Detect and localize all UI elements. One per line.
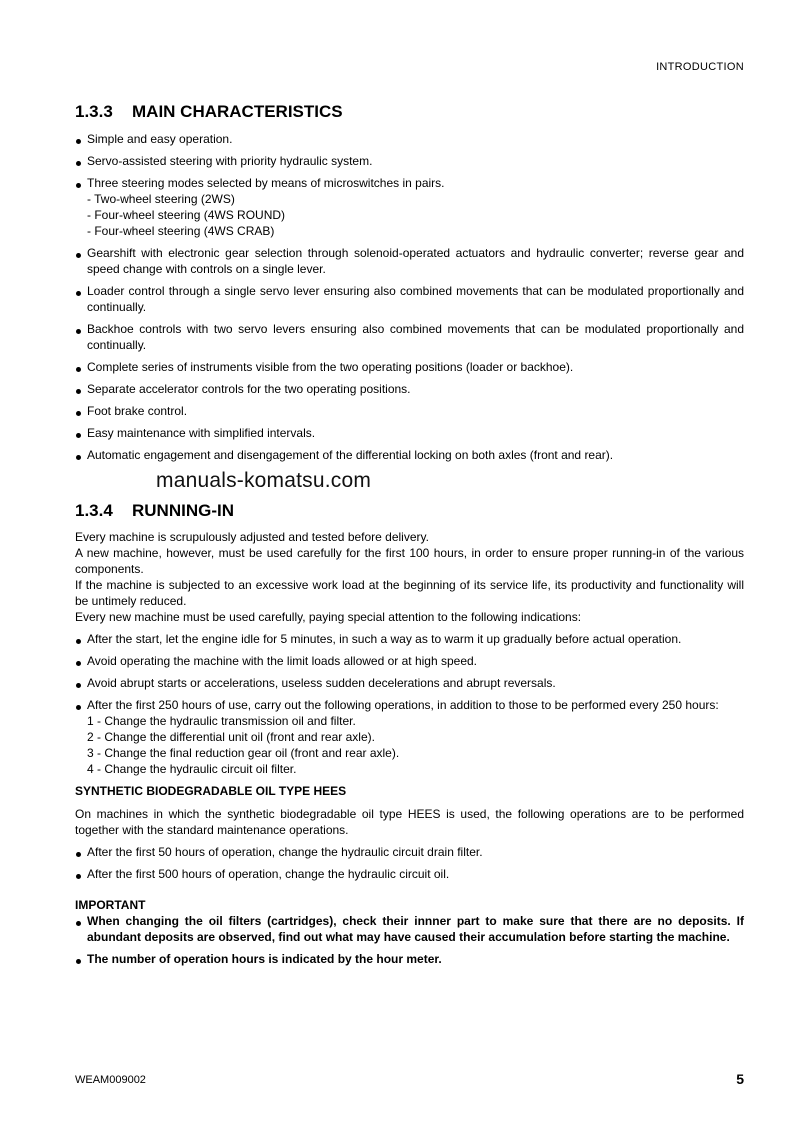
- important-heading: IMPORTANT: [75, 898, 146, 912]
- watermark: manuals-komatsu.com: [156, 469, 372, 492]
- page-body: [75, 102, 744, 967]
- list-item: Easy maintenance with simplified intervals.: [75, 425, 744, 441]
- running-header: INTRODUCTION: [656, 61, 744, 73]
- hees-paragraph: On machines in which the synthetic biodegradable oil type HEES is used, the following operations are to be performed together with the standard maintenance operations.: [75, 807, 744, 837]
- list-item: After the first 250 hours of use, carry out the following operations, in addition to those to be performed every 250 hours: 1 - Change the hydraulic transmission oil and filter. 2 - Change the differential unit oil (front and rear axle). 3 - Change the final reduction gear oil (front and rear axle). 4 - Change the hydraulic circuit oil filter.: [75, 697, 744, 777]
- document-code: WEAM009002: [75, 1074, 146, 1086]
- list-item: Loader control through a single servo lever ensuring also combined movements that can be modulated proportionally and continually.: [75, 283, 744, 315]
- list-item: After the first 500 hours of operation, change the hydraulic circuit oil.: [75, 866, 744, 882]
- section-heading-main-characteristics: 1.3.3 MAIN CHARACTERISTICS: [75, 102, 343, 121]
- list-item: Servo-assisted steering with priority hydraulic system.: [75, 153, 744, 169]
- list-item: Automatic engagement and disengagement of the differential locking on both axles (front and rear).: [75, 447, 744, 463]
- list-item: After the start, let the engine idle for 5 minutes, in such a way as to warm it up gradually before actual operation.: [75, 631, 744, 647]
- list-item: Simple and easy operation.: [75, 131, 744, 147]
- list-item: Gearshift with electronic gear selection through solenoid-operated actuators and hydraulic converter; reverse gear and speed change with controls on a single lever.: [75, 245, 744, 277]
- list-item: Foot brake control.: [75, 403, 744, 419]
- list-item: Separate accelerator controls for the two operating positions.: [75, 381, 744, 397]
- hees-heading: SYNTHETIC BIODEGRADABLE OIL TYPE HEES: [75, 784, 347, 798]
- intro-paragraph: Every machine is scrupulously adjusted and tested before delivery. A new machine, however, must be used carefully for the first 100 hours, in order to ensure proper running-in of the various components. If the machine is subjected to an excessive work load at the beginning of its service life, its productivity and functionality will be untimely reduced. Every new machine must be used carefully, paying special attention to the following indications:: [75, 530, 744, 624]
- important-item: When changing the oil filters (cartridges), check their innner part to make sure that there are no deposits. If abundant deposits are observed, find out what may have caused their accumulation before starting the machine.: [75, 913, 744, 945]
- section-heading-running-in: 1.3.4 RUNNING-IN: [75, 501, 234, 520]
- list-item: After the first 50 hours of operation, change the hydraulic circuit drain filter.: [75, 844, 744, 860]
- important-item: The number of operation hours is indicated by the hour meter.: [75, 951, 744, 967]
- list-item: Three steering modes selected by means of microswitches in pairs. - Two-wheel steering (2WS) - Four-wheel steering (4WS ROUND) - Four-wheel steering (4WS CRAB): [75, 175, 744, 239]
- list-item: Backhoe controls with two servo levers ensuring also combined movements that can be modulated proportionally and continually.: [75, 321, 744, 353]
- list-item: Complete series of instruments visible from the two operating positions (loader or backhoe).: [75, 359, 744, 375]
- list-item: Avoid abrupt starts or accelerations, useless sudden decelerations and abrupt reversals.: [75, 675, 744, 691]
- list-item: Avoid operating the machine with the limit loads allowed or at high speed.: [75, 653, 744, 669]
- page-number: 5: [736, 1071, 744, 1087]
